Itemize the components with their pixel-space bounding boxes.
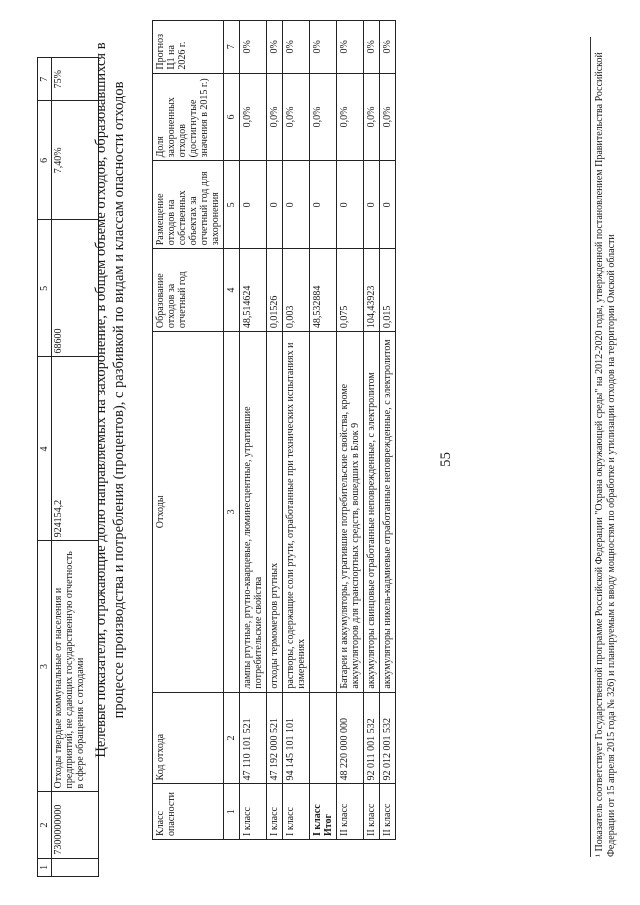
header-row (153, 21, 224, 840)
hazard-class: I класс (240, 784, 267, 840)
table-row (240, 21, 267, 840)
waste-code: 92 011 001 532 (364, 692, 380, 784)
col-number: 6 (224, 73, 240, 161)
hazard-class: II класс (337, 784, 364, 840)
placed-value: 0 (364, 161, 380, 249)
share-value: 0,0% (310, 73, 337, 161)
table-row (267, 21, 283, 840)
forecast-value: 0% (364, 21, 380, 74)
placed-value: 68600 (52, 220, 99, 357)
header-class: Класс опасности (153, 784, 224, 840)
col-number: 5 (224, 161, 240, 249)
section-heading: Целевые показатели, отражающие долю направляемых на захоронение, в общем объеме отходов, образовавшихся в процессе производства и потребления (процентов), с разбивкой по видам и классам опасности отходов (93, 42, 127, 758)
header-waste: Отходы (153, 332, 224, 693)
waste-code: 94 145 101 101 (283, 692, 310, 784)
waste-description: растворы, содержащие соли ртути, отработанные при технических испытаниях и измерениях (283, 332, 310, 693)
waste-description: аккумуляторы никель-кадмиевые отработанные неповрежденные, с электролитом (380, 332, 396, 693)
top-table-number-row (38, 58, 52, 877)
header-forecast: Прогноз Ц1 на 2026 г. (153, 21, 224, 74)
placed-value: 0 (240, 161, 267, 249)
table-row (380, 21, 396, 840)
share-value: 0,0% (267, 73, 283, 161)
forecast-value: 0% (337, 21, 364, 74)
hazard-class: I класс Итог (310, 784, 337, 840)
waste-description: Отходы твердые коммунальные от населения и предприятий, не сдающих государственную отчетность в сфере обращения с отходами (52, 541, 99, 792)
share-value: 7,40% (52, 101, 99, 220)
col-number: 3 (38, 541, 52, 792)
waste-description: лампы ртутные, ртутно-кварцевые, люминесцентные, утратившие потребительские свойства (240, 332, 267, 693)
top-table (37, 57, 99, 877)
waste-code (310, 692, 337, 784)
col-number: 1 (38, 858, 52, 876)
placed-value: 0 (283, 161, 310, 249)
placed-value: 0 (337, 161, 364, 249)
generated-value: 0,075 (337, 249, 364, 332)
forecast-value: 0% (240, 21, 267, 74)
forecast-value: 0% (380, 21, 396, 74)
generated-value: 0,01526 (267, 249, 283, 332)
hazard-class: II класс (364, 784, 380, 840)
col-number-row (224, 21, 240, 840)
header-generated: Образование отходов за отчетный год (153, 249, 224, 332)
header-placed: Размещение отходов на собственных объектах за отчетный год для захоронения (153, 161, 224, 249)
forecast-value: 75% (52, 58, 99, 101)
generated-value: 48,514624 (240, 249, 267, 332)
waste-description (310, 332, 337, 693)
forecast-value: 0% (267, 21, 283, 74)
placed-value: 0 (267, 161, 283, 249)
waste-code: 47 110 101 521 (240, 692, 267, 784)
waste-description: отходы термометров ртутных (267, 332, 283, 693)
header-code: Код отхода (153, 692, 224, 784)
waste-code: 92 012 001 532 (380, 692, 396, 784)
share-value: 0,0% (283, 73, 310, 161)
hazard-class: II класс (380, 784, 396, 840)
table-row-total (310, 21, 337, 840)
col-number: 7 (224, 21, 240, 74)
main-table (152, 20, 396, 840)
table-row (337, 21, 364, 840)
waste-code: 47 192 000 521 (267, 692, 283, 784)
table-row (364, 21, 380, 840)
hazard-class: I класс (267, 784, 283, 840)
waste-description: Батареи и аккумуляторы, утратившие потребительские свойства, кроме аккумуляторов для транспортных средств, вошедших в Блок 9 (337, 332, 364, 693)
share-value: 0,0% (240, 73, 267, 161)
share-value: 0,0% (364, 73, 380, 161)
share-value: 0,0% (380, 73, 396, 161)
col-number: 2 (224, 692, 240, 784)
col-number: 6 (38, 101, 52, 220)
placed-value: 0 (310, 161, 337, 249)
waste-code: 48 220 000 000 (337, 692, 364, 784)
share-value: 0,0% (337, 73, 364, 161)
footnote: ¹ Показатель соответствует Государственной программе Российской Федерации "Охрана окружающей среды" на 2012-2020 годы, утвержденной постановлением Правительства Российской Федерации от 15 апреля 2015 года № 326) и планируемым к вводу мощностям по обработке и утилизации отходов на территории Омской области (590, 37, 618, 857)
page-number: 55 (438, 452, 454, 467)
header-share: Доля захороненных отходов (достигнутые значения в 2015 г.) (153, 73, 224, 161)
col-number: 1 (224, 784, 240, 840)
placed-value: 0 (380, 161, 396, 249)
col-number: 2 (38, 792, 52, 858)
waste-code: 7300000000 (52, 792, 99, 858)
waste-description: аккумуляторы свинцовые отработанные неповрежденные, с электролитом (364, 332, 380, 693)
col-number: 5 (38, 220, 52, 357)
hazard-class: I класс (283, 784, 310, 840)
col-number: 4 (224, 249, 240, 332)
generated-value: 924154,2 (52, 357, 99, 541)
forecast-value: 0% (310, 21, 337, 74)
col-number: 3 (224, 332, 240, 693)
col-number: 7 (38, 58, 52, 101)
generated-value: 0,015 (380, 249, 396, 332)
forecast-value: 0% (283, 21, 310, 74)
table-row (283, 21, 310, 840)
col-number: 4 (38, 357, 52, 541)
generated-value: 48,532884 (310, 249, 337, 332)
generated-value: 0,003 (283, 249, 310, 332)
generated-value: 104,43923 (364, 249, 380, 332)
